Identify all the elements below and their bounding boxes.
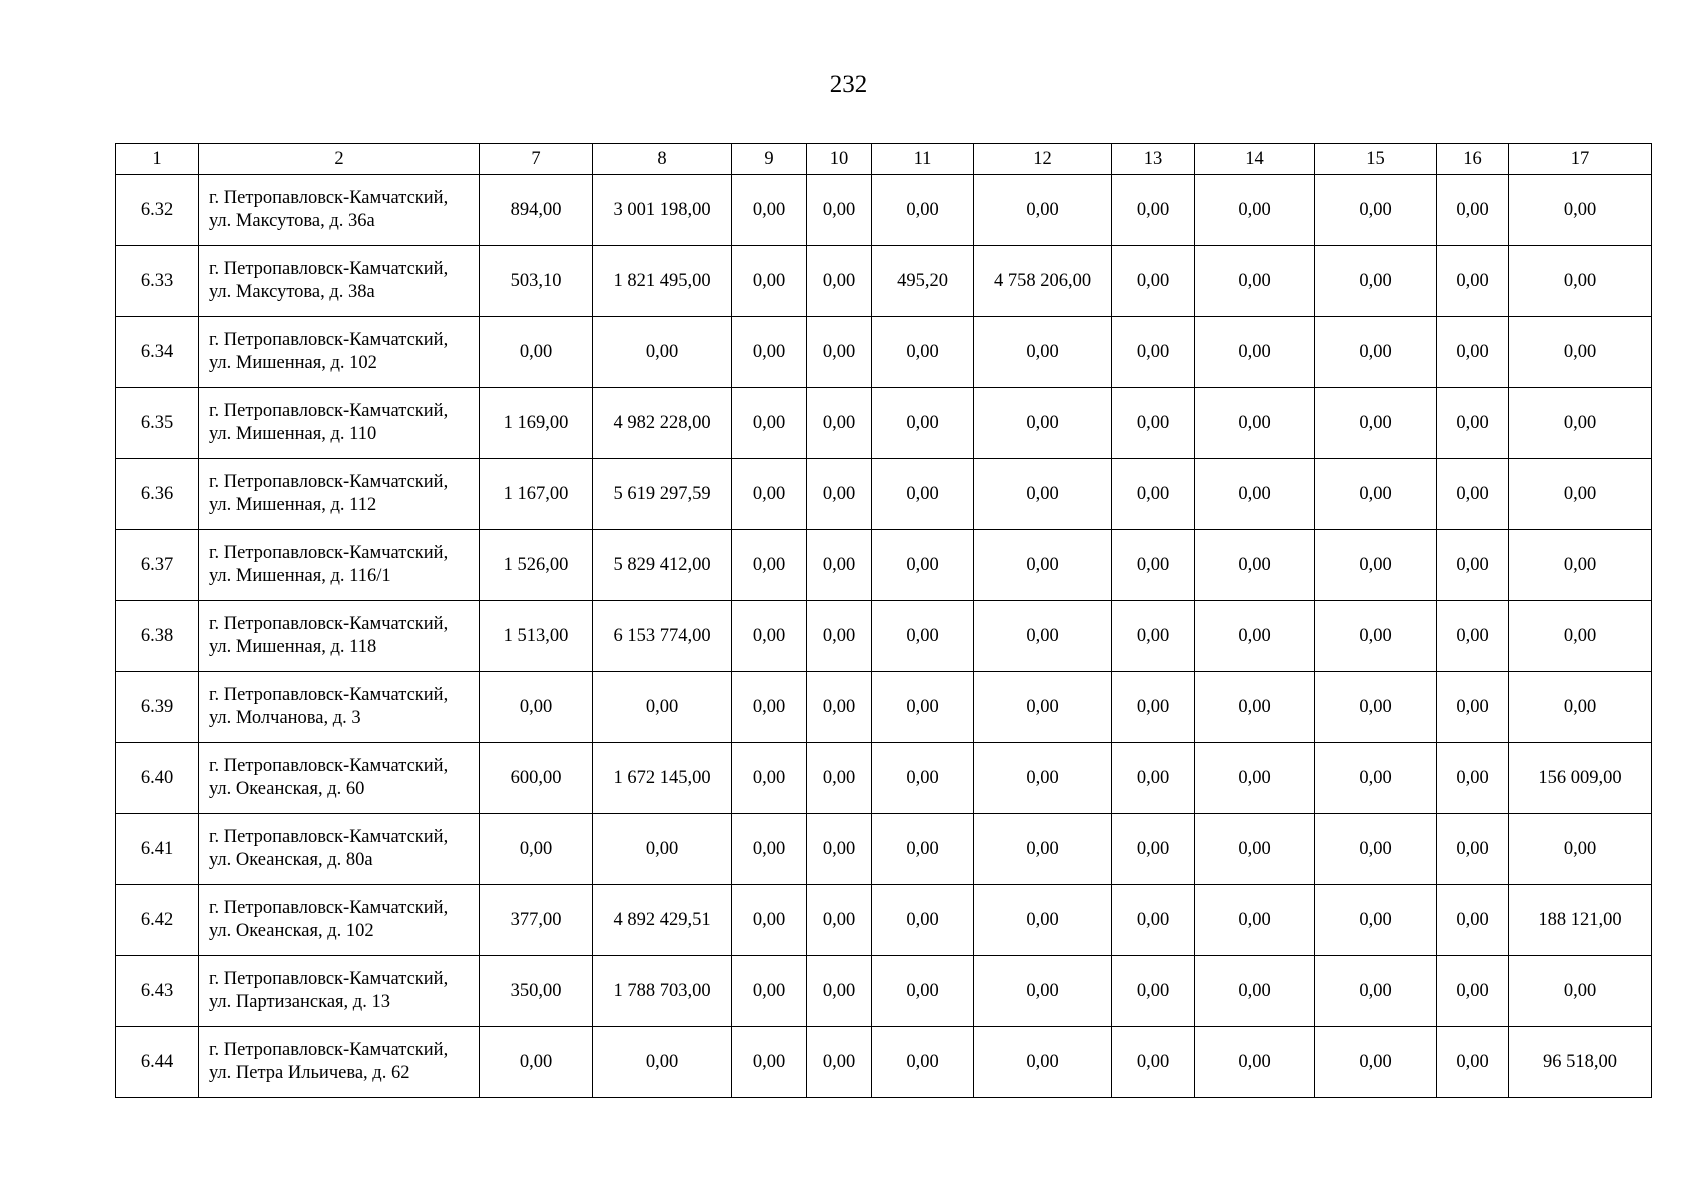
value-cell: 0,00 xyxy=(974,814,1112,885)
value-cell: 0,00 xyxy=(807,672,872,743)
value-cell: 0,00 xyxy=(1195,1027,1315,1098)
value-cell: 0,00 xyxy=(1315,814,1437,885)
address-cell: г. Петропавловск-Камчатский, ул. Мишенная, д. 102 xyxy=(199,317,480,388)
row-number-cell: 6.44 xyxy=(116,1027,199,1098)
address-cell: г. Петропавловск-Камчатский, ул. Мишенная, д. 110 xyxy=(199,388,480,459)
value-cell: 0,00 xyxy=(1315,672,1437,743)
value-cell: 0,00 xyxy=(732,175,807,246)
column-header: 15 xyxy=(1315,144,1437,175)
value-cell: 0,00 xyxy=(1509,672,1652,743)
value-cell: 3 001 198,00 xyxy=(593,175,732,246)
value-cell: 1 788 703,00 xyxy=(593,956,732,1027)
value-cell: 0,00 xyxy=(1437,743,1509,814)
value-cell: 0,00 xyxy=(872,459,974,530)
value-cell: 0,00 xyxy=(1315,175,1437,246)
value-cell: 0,00 xyxy=(1437,246,1509,317)
row-number-cell: 6.42 xyxy=(116,885,199,956)
table-row xyxy=(116,459,1652,530)
address-cell: г. Петропавловск-Камчатский, ул. Петра Ильичева, д. 62 xyxy=(199,1027,480,1098)
value-cell: 0,00 xyxy=(974,388,1112,459)
value-cell: 156 009,00 xyxy=(1509,743,1652,814)
value-cell: 1 672 145,00 xyxy=(593,743,732,814)
address-cell: г. Петропавловск-Камчатский, ул. Максутова, д. 36а xyxy=(199,175,480,246)
value-cell: 5 619 297,59 xyxy=(593,459,732,530)
value-cell: 503,10 xyxy=(480,246,593,317)
value-cell: 0,00 xyxy=(1195,743,1315,814)
address-cell: г. Петропавловск-Камчатский, ул. Партизанская, д. 13 xyxy=(199,956,480,1027)
value-cell: 1 169,00 xyxy=(480,388,593,459)
value-cell: 0,00 xyxy=(872,175,974,246)
value-cell: 0,00 xyxy=(974,175,1112,246)
value-cell: 0,00 xyxy=(1437,672,1509,743)
value-cell: 0,00 xyxy=(1195,459,1315,530)
value-cell: 0,00 xyxy=(732,956,807,1027)
value-cell: 0,00 xyxy=(1195,601,1315,672)
value-cell: 0,00 xyxy=(1315,317,1437,388)
value-cell: 0,00 xyxy=(1195,672,1315,743)
value-cell: 0,00 xyxy=(732,1027,807,1098)
value-cell: 0,00 xyxy=(807,885,872,956)
value-cell: 0,00 xyxy=(974,956,1112,1027)
value-cell: 1 167,00 xyxy=(480,459,593,530)
value-cell: 0,00 xyxy=(974,743,1112,814)
value-cell: 0,00 xyxy=(732,601,807,672)
value-cell: 0,00 xyxy=(807,1027,872,1098)
value-cell: 0,00 xyxy=(872,1027,974,1098)
table-row xyxy=(116,956,1652,1027)
value-cell: 0,00 xyxy=(872,814,974,885)
value-cell: 0,00 xyxy=(1195,530,1315,601)
value-cell: 0,00 xyxy=(807,956,872,1027)
value-cell: 1 513,00 xyxy=(480,601,593,672)
row-number-cell: 6.38 xyxy=(116,601,199,672)
value-cell: 0,00 xyxy=(1315,1027,1437,1098)
table-row xyxy=(116,530,1652,601)
value-cell: 0,00 xyxy=(732,885,807,956)
value-cell: 0,00 xyxy=(1437,530,1509,601)
data-table xyxy=(115,143,1652,1098)
value-cell: 0,00 xyxy=(1315,743,1437,814)
value-cell: 0,00 xyxy=(807,743,872,814)
value-cell: 0,00 xyxy=(1509,601,1652,672)
value-cell: 0,00 xyxy=(480,317,593,388)
column-header: 9 xyxy=(732,144,807,175)
value-cell: 6 153 774,00 xyxy=(593,601,732,672)
value-cell: 0,00 xyxy=(1112,530,1195,601)
row-number-cell: 6.32 xyxy=(116,175,199,246)
column-header: 12 xyxy=(974,144,1112,175)
value-cell: 495,20 xyxy=(872,246,974,317)
value-cell: 0,00 xyxy=(1315,601,1437,672)
value-cell: 0,00 xyxy=(732,246,807,317)
value-cell: 0,00 xyxy=(1195,175,1315,246)
value-cell: 0,00 xyxy=(974,317,1112,388)
row-number-cell: 6.41 xyxy=(116,814,199,885)
value-cell: 0,00 xyxy=(1437,388,1509,459)
value-cell: 0,00 xyxy=(807,175,872,246)
row-number-cell: 6.37 xyxy=(116,530,199,601)
value-cell: 0,00 xyxy=(1437,814,1509,885)
value-cell: 0,00 xyxy=(1195,956,1315,1027)
value-cell: 0,00 xyxy=(872,530,974,601)
table-row xyxy=(116,317,1652,388)
column-header: 1 xyxy=(116,144,199,175)
column-header: 7 xyxy=(480,144,593,175)
value-cell: 0,00 xyxy=(1509,317,1652,388)
value-cell: 188 121,00 xyxy=(1509,885,1652,956)
value-cell: 0,00 xyxy=(1112,317,1195,388)
value-cell: 0,00 xyxy=(1509,246,1652,317)
value-cell: 0,00 xyxy=(872,672,974,743)
value-cell: 0,00 xyxy=(974,672,1112,743)
value-cell: 0,00 xyxy=(480,814,593,885)
value-cell: 4 758 206,00 xyxy=(974,246,1112,317)
value-cell: 0,00 xyxy=(1112,956,1195,1027)
value-cell: 0,00 xyxy=(732,459,807,530)
value-cell: 0,00 xyxy=(593,672,732,743)
value-cell: 0,00 xyxy=(974,530,1112,601)
value-cell: 4 892 429,51 xyxy=(593,885,732,956)
value-cell: 0,00 xyxy=(974,1027,1112,1098)
column-header: 11 xyxy=(872,144,974,175)
address-cell: г. Петропавловск-Камчатский, ул. Максутова, д. 38а xyxy=(199,246,480,317)
value-cell: 0,00 xyxy=(1437,885,1509,956)
column-header: 8 xyxy=(593,144,732,175)
value-cell: 5 829 412,00 xyxy=(593,530,732,601)
value-cell: 600,00 xyxy=(480,743,593,814)
address-cell: г. Петропавловск-Камчатский, ул. Мишенная, д. 118 xyxy=(199,601,480,672)
value-cell: 0,00 xyxy=(1437,956,1509,1027)
value-cell: 0,00 xyxy=(1195,388,1315,459)
value-cell: 0,00 xyxy=(1437,601,1509,672)
table-body xyxy=(116,144,1652,1098)
row-number-cell: 6.39 xyxy=(116,672,199,743)
value-cell: 0,00 xyxy=(807,246,872,317)
value-cell: 0,00 xyxy=(1437,1027,1509,1098)
value-cell: 0,00 xyxy=(1195,246,1315,317)
value-cell: 0,00 xyxy=(807,814,872,885)
value-cell: 0,00 xyxy=(732,743,807,814)
address-cell: г. Петропавловск-Камчатский, ул. Мишенная, д. 112 xyxy=(199,459,480,530)
address-cell: г. Петропавловск-Камчатский, ул. Океанская, д. 102 xyxy=(199,885,480,956)
column-number-row xyxy=(116,144,1652,175)
value-cell: 0,00 xyxy=(872,317,974,388)
value-cell: 0,00 xyxy=(1195,814,1315,885)
value-cell: 1 526,00 xyxy=(480,530,593,601)
value-cell: 0,00 xyxy=(1112,1027,1195,1098)
value-cell: 0,00 xyxy=(872,601,974,672)
value-cell: 0,00 xyxy=(732,814,807,885)
value-cell: 0,00 xyxy=(732,388,807,459)
row-number-cell: 6.36 xyxy=(116,459,199,530)
value-cell: 0,00 xyxy=(1112,246,1195,317)
value-cell: 0,00 xyxy=(1437,459,1509,530)
value-cell: 0,00 xyxy=(872,388,974,459)
value-cell: 0,00 xyxy=(1112,388,1195,459)
value-cell: 0,00 xyxy=(872,885,974,956)
value-cell: 0,00 xyxy=(974,601,1112,672)
address-cell: г. Петропавловск-Камчатский, ул. Океанская, д. 60 xyxy=(199,743,480,814)
value-cell: 1 821 495,00 xyxy=(593,246,732,317)
value-cell: 0,00 xyxy=(1509,956,1652,1027)
value-cell: 0,00 xyxy=(593,814,732,885)
value-cell: 0,00 xyxy=(807,530,872,601)
value-cell: 0,00 xyxy=(1195,885,1315,956)
address-cell: г. Петропавловск-Камчатский, ул. Мишенная, д. 116/1 xyxy=(199,530,480,601)
column-header: 2 xyxy=(199,144,480,175)
value-cell: 0,00 xyxy=(974,459,1112,530)
column-header: 14 xyxy=(1195,144,1315,175)
table-row xyxy=(116,672,1652,743)
value-cell: 0,00 xyxy=(1112,601,1195,672)
value-cell: 0,00 xyxy=(1315,885,1437,956)
value-cell: 0,00 xyxy=(807,459,872,530)
table-row xyxy=(116,175,1652,246)
row-number-cell: 6.43 xyxy=(116,956,199,1027)
address-cell: г. Петропавловск-Камчатский, ул. Океанская, д. 80а xyxy=(199,814,480,885)
value-cell: 350,00 xyxy=(480,956,593,1027)
value-cell: 0,00 xyxy=(1437,175,1509,246)
value-cell: 0,00 xyxy=(807,388,872,459)
value-cell: 0,00 xyxy=(1509,459,1652,530)
value-cell: 0,00 xyxy=(1315,246,1437,317)
value-cell: 0,00 xyxy=(1437,317,1509,388)
value-cell: 0,00 xyxy=(872,743,974,814)
row-number-cell: 6.34 xyxy=(116,317,199,388)
value-cell: 0,00 xyxy=(872,956,974,1027)
column-header: 10 xyxy=(807,144,872,175)
address-cell: г. Петропавловск-Камчатский, ул. Молчанова, д. 3 xyxy=(199,672,480,743)
value-cell: 0,00 xyxy=(974,885,1112,956)
value-cell: 0,00 xyxy=(1112,743,1195,814)
value-cell: 0,00 xyxy=(1315,388,1437,459)
value-cell: 0,00 xyxy=(1315,956,1437,1027)
column-header: 13 xyxy=(1112,144,1195,175)
value-cell: 0,00 xyxy=(1112,885,1195,956)
value-cell: 0,00 xyxy=(1509,814,1652,885)
value-cell: 0,00 xyxy=(732,317,807,388)
value-cell: 0,00 xyxy=(1509,530,1652,601)
value-cell: 894,00 xyxy=(480,175,593,246)
value-cell: 96 518,00 xyxy=(1509,1027,1652,1098)
table-row xyxy=(116,601,1652,672)
value-cell: 0,00 xyxy=(1112,814,1195,885)
table-row xyxy=(116,885,1652,956)
value-cell: 0,00 xyxy=(1112,175,1195,246)
value-cell: 0,00 xyxy=(807,601,872,672)
value-cell: 0,00 xyxy=(593,317,732,388)
row-number-cell: 6.35 xyxy=(116,388,199,459)
value-cell: 0,00 xyxy=(1509,388,1652,459)
column-header: 16 xyxy=(1437,144,1509,175)
value-cell: 0,00 xyxy=(807,317,872,388)
column-header: 17 xyxy=(1509,144,1652,175)
value-cell: 0,00 xyxy=(1112,672,1195,743)
value-cell: 0,00 xyxy=(732,672,807,743)
value-cell: 0,00 xyxy=(480,672,593,743)
table-row xyxy=(116,1027,1652,1098)
table-row xyxy=(116,814,1652,885)
value-cell: 0,00 xyxy=(1315,530,1437,601)
row-number-cell: 6.33 xyxy=(116,246,199,317)
value-cell: 0,00 xyxy=(732,530,807,601)
value-cell: 0,00 xyxy=(1112,459,1195,530)
value-cell: 0,00 xyxy=(1509,175,1652,246)
value-cell: 0,00 xyxy=(593,1027,732,1098)
value-cell: 0,00 xyxy=(480,1027,593,1098)
value-cell: 0,00 xyxy=(1315,459,1437,530)
value-cell: 4 982 228,00 xyxy=(593,388,732,459)
table-row xyxy=(116,743,1652,814)
value-cell: 0,00 xyxy=(1195,317,1315,388)
table-row xyxy=(116,246,1652,317)
value-cell: 377,00 xyxy=(480,885,593,956)
row-number-cell: 6.40 xyxy=(116,743,199,814)
page-number: 232 xyxy=(829,71,868,98)
table-row xyxy=(116,388,1652,459)
